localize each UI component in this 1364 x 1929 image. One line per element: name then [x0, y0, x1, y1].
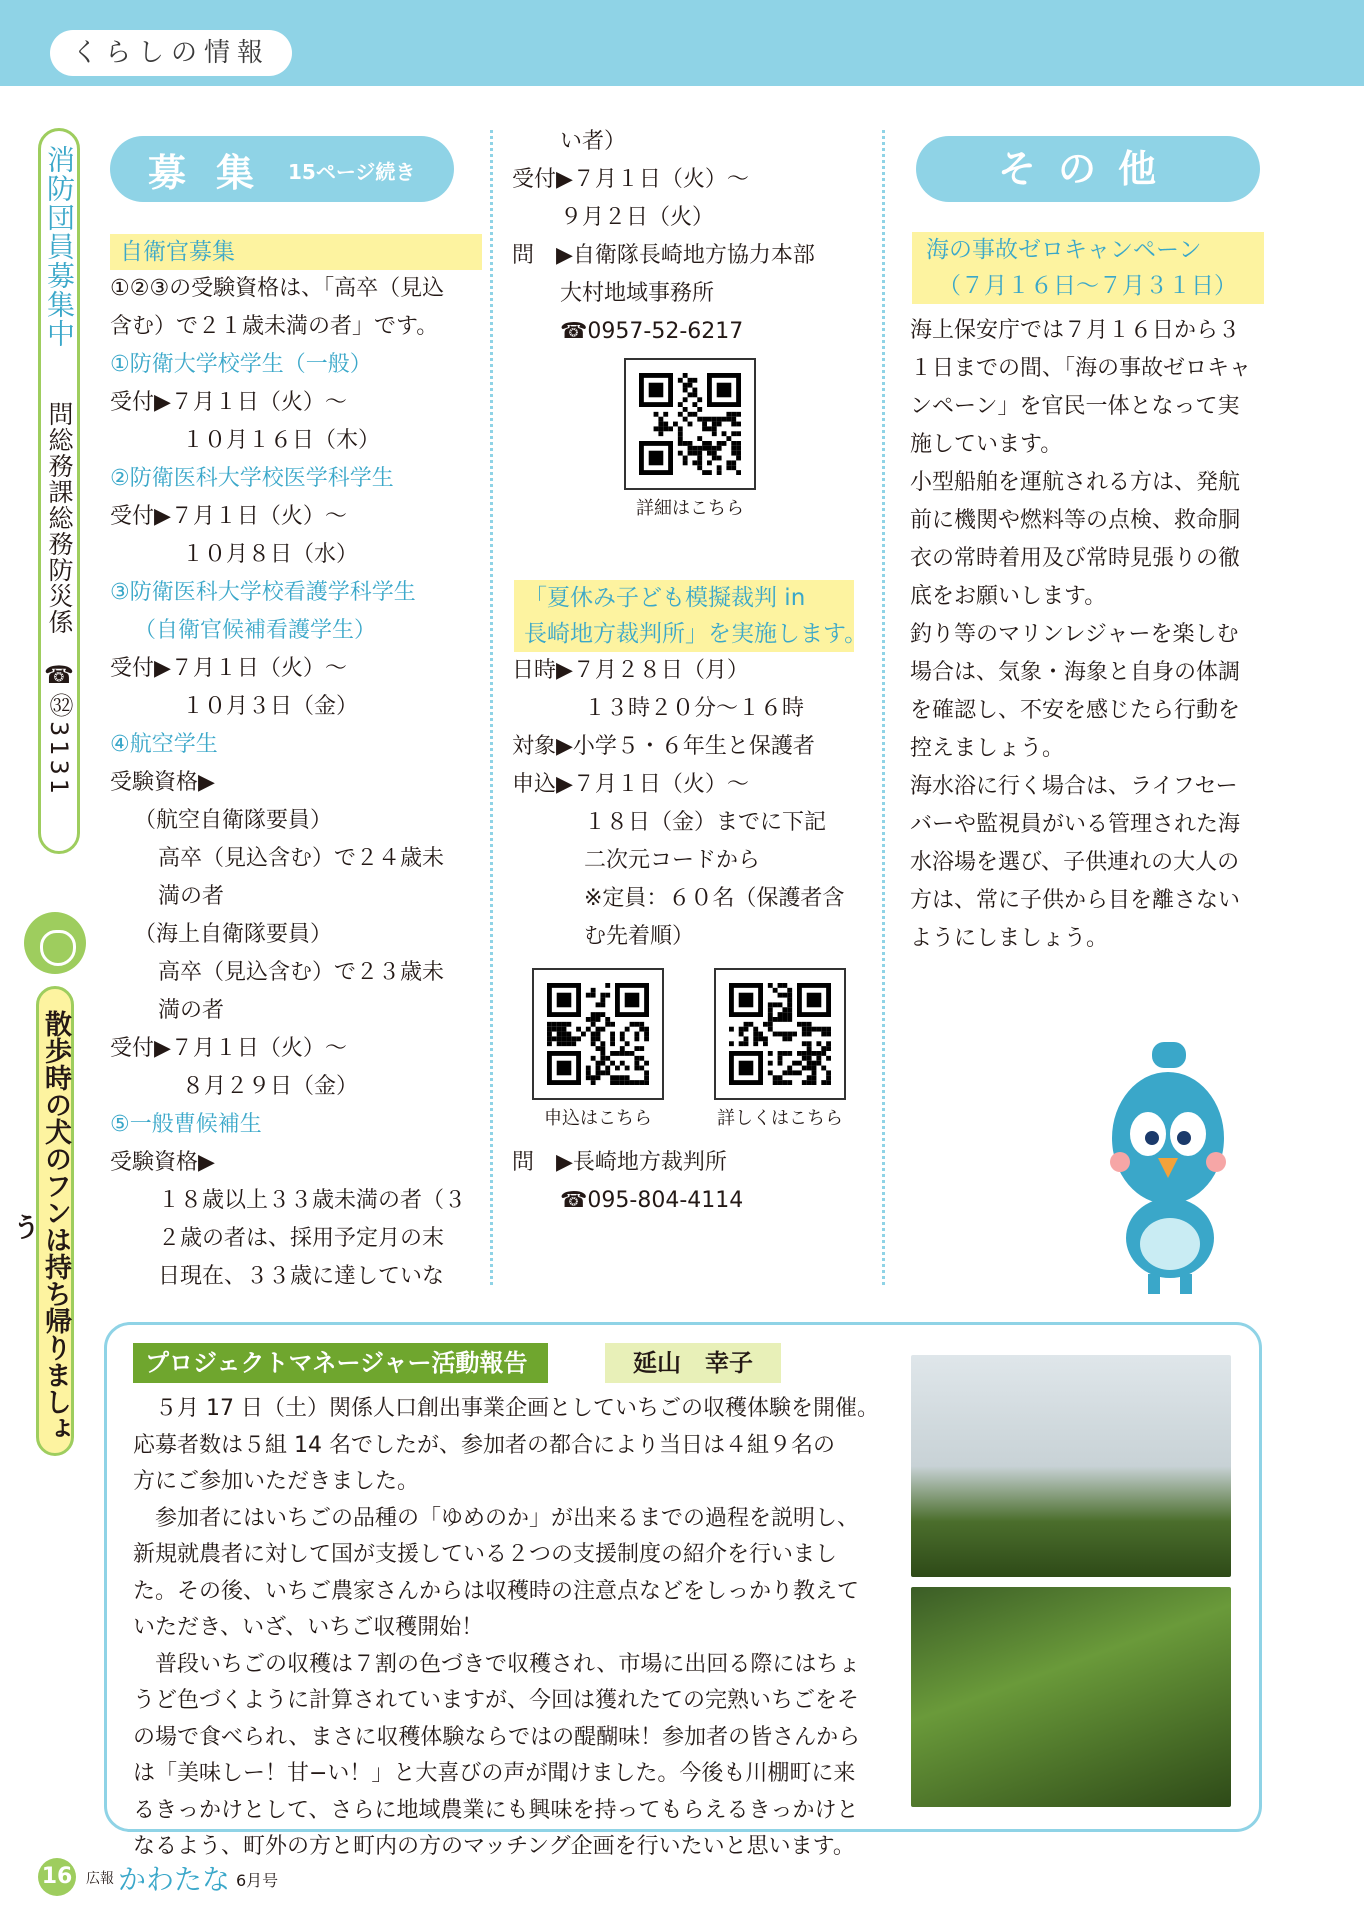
sea-campaign-line: ンペーン」を官民一体となって実 [910, 394, 1240, 419]
recruit-line: （海上自衛隊要員） [134, 922, 333, 947]
qr-code-apply[interactable] [532, 968, 664, 1100]
report-line: 応募者数は５組 14 名でしたが、参加者の都合により当日は４組９名の [133, 1432, 835, 1458]
sea-campaign-line: 水浴場を選び、子供連れの大人の [910, 850, 1240, 875]
recruit-line: 大村地域事務所 [560, 281, 715, 306]
column-divider [490, 130, 493, 1285]
recruit-line: ①②③の受験資格は、「高卒（見込 [110, 276, 445, 301]
sea-campaign-line: ようにしましょう。 [910, 926, 1109, 951]
trial-line: 対象▶小学５・６年生と保護者 [512, 734, 815, 759]
report-body [133, 1391, 899, 1866]
recruit-line: ①防衛大学校学生（一般） [110, 352, 372, 377]
report-line: 方にご参加いただきました。 [133, 1469, 420, 1494]
trial-title-line1: 「夏休み子ども模擬裁判 in [514, 580, 854, 616]
trial-contact [512, 1144, 872, 1220]
recruit-line: 高卒（見込含む）で２４歳未 [158, 846, 445, 871]
sea-campaign-line: １日までの間、「海の事故ゼロキャ [910, 356, 1252, 381]
qr-code-info[interactable] [714, 968, 846, 1100]
report-heading: プロジェクトマネージャー活動報告 [133, 1343, 548, 1383]
trial-line: む先着順） [584, 924, 695, 949]
recruit-line: 自衛官募集 [110, 234, 482, 270]
recruit-line: 満の者 [158, 998, 225, 1023]
recruit-line: 高卒（見込含む）で２３歳未 [158, 960, 445, 985]
footer-month: 6月号 [236, 1871, 279, 1890]
recruit-line: ②防衛医科大学校医学科学生 [110, 466, 394, 491]
report-line: 普段いちごの収穫は７割の色づきで収穫され、市場に出回る際にはちょ [133, 1651, 861, 1677]
report-line: は「美味しー！甘−い！」と大喜びの声が聞けました。今後も川棚町に来 [133, 1761, 856, 1786]
trial-title-line2: 長崎地方裁判所」を実施します。 [514, 616, 854, 652]
sea-campaign-body [910, 312, 1270, 958]
trial-line: １８日（金）までに下記 [584, 810, 827, 835]
recruit-line: ③防衛医科大学校看護学科学生 [110, 580, 416, 605]
trial-contact-line: 問 ▶長崎地方裁判所 [512, 1150, 727, 1175]
trial-title [514, 580, 868, 652]
page-number: 16 [38, 1858, 76, 1896]
trial-line: 二次元コードから [584, 848, 761, 873]
sea-campaign-line: 釣り等のマリンレジャーを楽しむ [910, 622, 1239, 647]
report-line: 新規就農者に対して国が支援している２つの支援制度の紹介を行いまし [133, 1542, 838, 1567]
sea-campaign-title-line1: 海の事故ゼロキャンペーン [912, 232, 1264, 268]
recruit-line: 満の者 [158, 884, 225, 909]
report-line: いただき、いざ、いちご収穫開始！ [133, 1615, 484, 1640]
recruit-line: 受付▶７月１日（火）～ [110, 656, 347, 681]
recruit-line: ④航空学生 [110, 732, 218, 757]
other-heading: その他 [916, 136, 1260, 202]
trial-line: １３時２０分～１６時 [584, 696, 805, 721]
recruit-line: 受付▶７月１日（火）～ [110, 504, 347, 529]
recruit-line: １０月８日（水） [182, 542, 359, 567]
recruit-heading [110, 136, 454, 202]
recruit-column-1 [110, 234, 482, 1296]
recruit-line: 受付▶７月１日（火）～ [512, 167, 749, 192]
sea-campaign-line: バーや監視員がいる管理された海 [910, 812, 1241, 837]
sea-campaign-line: 小型船舶を運航される方は、発航 [910, 470, 1241, 495]
sea-campaign-line: 施しています。 [910, 432, 1063, 457]
fire-corps-title: 消防団員募集中 [43, 145, 76, 348]
qr-icon [547, 983, 649, 1085]
dog-message: 散歩時の犬のフンは持ち帰りましょう [36, 986, 74, 1456]
footer [38, 1858, 438, 1898]
fire-corps-tab [38, 128, 80, 854]
report-box [104, 1322, 1262, 1859]
recruit-line: ☎0957-52-6217 [560, 319, 744, 344]
section-label: くらしの情報 [50, 30, 292, 76]
report-line: るきっかけとして、さらに地域農業にも興味を持ってもらえるきっかけと [133, 1797, 859, 1823]
trial-line: ※定員：６０名（保護者含 [584, 886, 845, 911]
recruit-line: ⑤一般曹候補生 [110, 1112, 262, 1137]
recruit-line: 受付▶７月１日（火）～ [110, 1036, 347, 1061]
sea-campaign-line: 控えましょう。 [910, 736, 1065, 761]
recruit-line: １８歳以上３３歳未満の者（３ [158, 1188, 467, 1213]
report-line: うど色づくように計算されていますが、今回は獲れたての完熟いちごをそ [133, 1688, 860, 1713]
sea-campaign-line: 前に機関や燃料等の点検、救命胴 [910, 508, 1241, 533]
sea-campaign-line: 方は、常に子供から目を離さない [910, 888, 1241, 913]
report-line: なるよう、町外の方と町内の方のマッチング企画を行いたいと思います。 [133, 1834, 855, 1859]
report-line: の場で食べられ、まさに収穫体験ならではの醍醐味！参加者の皆さんから [133, 1724, 861, 1750]
report-line: た。その後、いちご農家さんからは収穫時の注意点などをしっかり教えて [133, 1578, 860, 1604]
fire-corps-contact: 問総務課総務防災係 [45, 401, 74, 635]
sea-campaign-line: 衣の常時着用及び常時見張りの徹 [910, 546, 1241, 571]
sea-campaign-line: 底をお願いします。 [910, 584, 1107, 609]
trial-details [512, 652, 872, 956]
qr-code-details[interactable] [624, 358, 756, 490]
report-author: 延山 幸子 [605, 1343, 781, 1383]
recruit-line: 受付▶７月１日（火）～ [110, 390, 347, 415]
recruit-line: 問 ▶自衛隊長崎地方協力本部 [512, 243, 815, 268]
recruit-line: ９月２日（火） [560, 205, 715, 230]
mascot-icon [1098, 1038, 1238, 1300]
sea-campaign-line: を確認し、不安を感じたら行動を [910, 698, 1241, 723]
recruit-line: １０月３日（金） [182, 694, 359, 719]
report-photo-2 [911, 1587, 1231, 1807]
recruit-line: ８月２９日（金） [182, 1074, 359, 1099]
recruit-line: ２歳の者は、採用予定月の末 [158, 1226, 445, 1251]
recruit-line: １０月１６日（木） [182, 428, 381, 453]
sea-campaign-line: 海水浴に行く場合は、ライフセー [910, 774, 1238, 799]
recruit-line: 日現在、３３歳に達していな [158, 1264, 445, 1289]
trial-contact-line: ☎095-804-4114 [560, 1188, 744, 1213]
sea-campaign-title [912, 232, 1264, 304]
footer-prefix: 広報 [86, 1871, 114, 1887]
recruit-line: 受験資格▶ [110, 770, 215, 795]
sea-campaign-title-line2: （７月１６日～７月３１日） [912, 268, 1264, 304]
recruit-column-2 [512, 123, 872, 351]
qr-caption-info: 詳しくはこちら [717, 1108, 843, 1129]
report-line: 参加者にはいちごの品種の「ゆめのか」が出来るまでの過程を説明し、 [133, 1505, 860, 1531]
qr-caption-apply: 申込はこちら [544, 1108, 652, 1129]
trial-line: 日時▶７月２８日（月） [512, 658, 749, 683]
recruit-line: （自衛官候補看護学生） [134, 618, 377, 643]
header-band [0, 0, 1364, 86]
recruit-heading-sub: 15ページ続き [288, 160, 416, 184]
recruit-line: （航空自衛隊要員） [134, 808, 333, 833]
footer-publication-name: かわたな [118, 1863, 231, 1896]
column-divider [882, 130, 885, 1285]
sea-campaign-line: 場合は、気象・海象と自身の体調 [910, 660, 1241, 685]
recruit-heading-title: 募集 [148, 151, 285, 195]
dog-icon [24, 912, 86, 974]
qr-icon [639, 373, 741, 475]
report-line: ５月 17 日（土）関係人口創出事業企画としていちごの収穫体験を開催。 [133, 1396, 879, 1421]
qr-icon [729, 983, 831, 1085]
recruit-line: い者） [560, 129, 627, 154]
trial-line: 申込▶７月１日（火）～ [512, 772, 749, 797]
sea-campaign-line: 海上保安庁では７月１６日から３ [910, 318, 1241, 343]
qr-caption-details: 詳細はこちら [636, 498, 744, 519]
report-photo-1 [911, 1355, 1231, 1577]
fire-corps-tel: ☎㉜3131 [45, 661, 73, 799]
recruit-line: 含む）で２１歳未満の者」です。 [110, 314, 439, 339]
recruit-line: 受験資格▶ [110, 1150, 215, 1175]
